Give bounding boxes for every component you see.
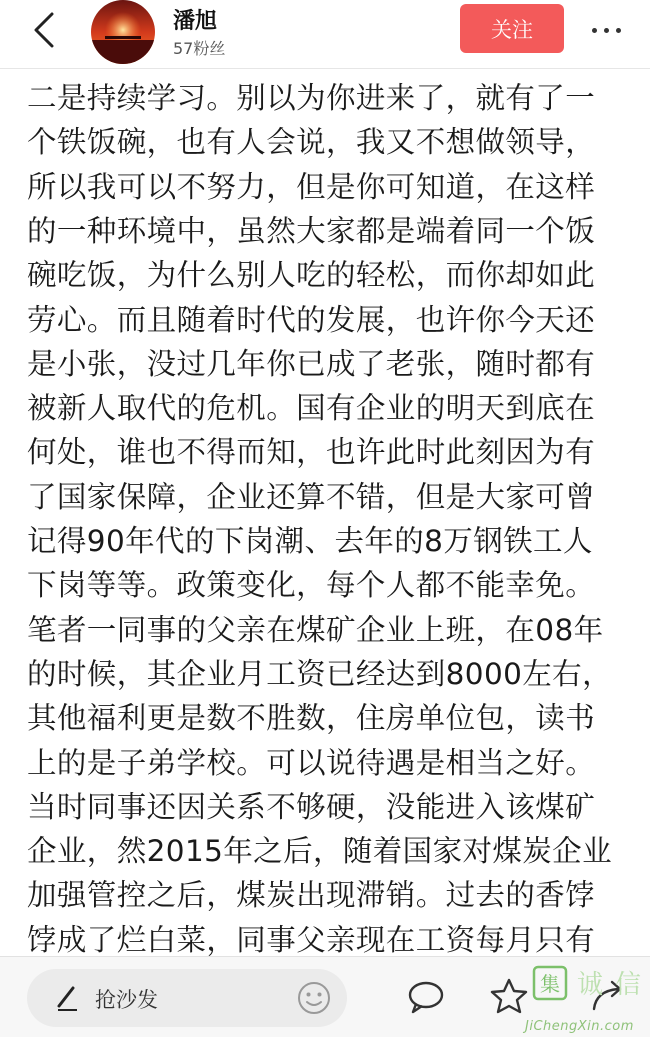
article-line: 何处，谁也不得而知，也许此时此刻因为有 xyxy=(27,435,596,470)
top-bar xyxy=(0,0,650,69)
pen-icon xyxy=(55,984,81,1012)
article-line: 的时候，其企业月工资已经达到8000左右， xyxy=(27,656,612,691)
article-line: 加强管控之后，煤炭出现滞销。过去的香饽 xyxy=(27,878,596,913)
more-dot xyxy=(616,28,621,33)
article-line: 上的是子弟学校。可以说待遇是相当之好。 xyxy=(27,745,596,780)
article-line: 碗吃饭，为什么别人吃的轻松，而你却如此 xyxy=(27,258,596,293)
article-line: 当时同事还因关系不够硬，没能进入该煤矿 xyxy=(27,789,596,824)
svg-text:诚: 诚 xyxy=(576,970,604,1000)
article-line: 个铁饭碗，也有人会说，我又不想做领导， xyxy=(27,125,596,160)
back-arrow-icon xyxy=(32,12,56,48)
avatar-image xyxy=(91,0,155,64)
article-line: 被新人取代的危机。国有企业的明天到底在 xyxy=(27,391,596,426)
article-line: 饽成了烂白菜，同事父亲现在工资每月只有 xyxy=(27,922,596,956)
article-line: 企业，然2015年之后，随着国家对煤炭企业 xyxy=(27,834,612,869)
article-line: 劳心。而且随着时代的发展，也许你今天还 xyxy=(27,302,596,337)
emoji-icon[interactable] xyxy=(297,981,331,1015)
bottom-bar xyxy=(0,956,650,1037)
article-line: 记得90年代的下岗潮、去年的8万钢铁工人 xyxy=(27,524,593,558)
fans-count: 57粉丝 xyxy=(173,39,226,58)
article-line: 下岗等等。政策变化，每个人都不能幸免。 xyxy=(27,568,596,603)
article-line: 二是持续学习。别以为你进来了，就有了一 xyxy=(27,81,596,115)
more-dot xyxy=(604,28,609,33)
article-line: 所以我可以不努力，但是你可知道，在这样 xyxy=(27,169,596,204)
author-name[interactable]: 潘旭 xyxy=(173,9,218,34)
watermark-url: JiChengXin.com xyxy=(525,1019,634,1034)
author-avatar[interactable] xyxy=(91,0,155,64)
article-line: 的一种环境中，虽然大家都是端着同一个饭 xyxy=(27,213,596,248)
follow-button[interactable]: 关注 xyxy=(460,4,564,53)
more-dots-icon xyxy=(592,28,597,33)
svg-text:集: 集 xyxy=(540,972,560,996)
article-line: 笔者一同事的父亲在煤矿企业上班，在08年 xyxy=(27,612,604,647)
article-line: 其他福利更是数不胜数，住房单位包，读书 xyxy=(27,701,596,736)
comment-input[interactable] xyxy=(27,969,347,1027)
back-button[interactable] xyxy=(26,10,62,50)
article-body xyxy=(0,68,650,956)
svg-text:信: 信 xyxy=(614,970,642,1000)
more-button[interactable] xyxy=(584,10,628,50)
article-line: 了国家保障，企业还算不错，但是大家可曾 xyxy=(27,479,596,514)
article-line: 是小张，没过几年你已成了老张，随时都有 xyxy=(27,346,596,381)
comment-placeholder: 抢沙发 xyxy=(95,988,158,1012)
comment-icon[interactable] xyxy=(407,979,445,1015)
